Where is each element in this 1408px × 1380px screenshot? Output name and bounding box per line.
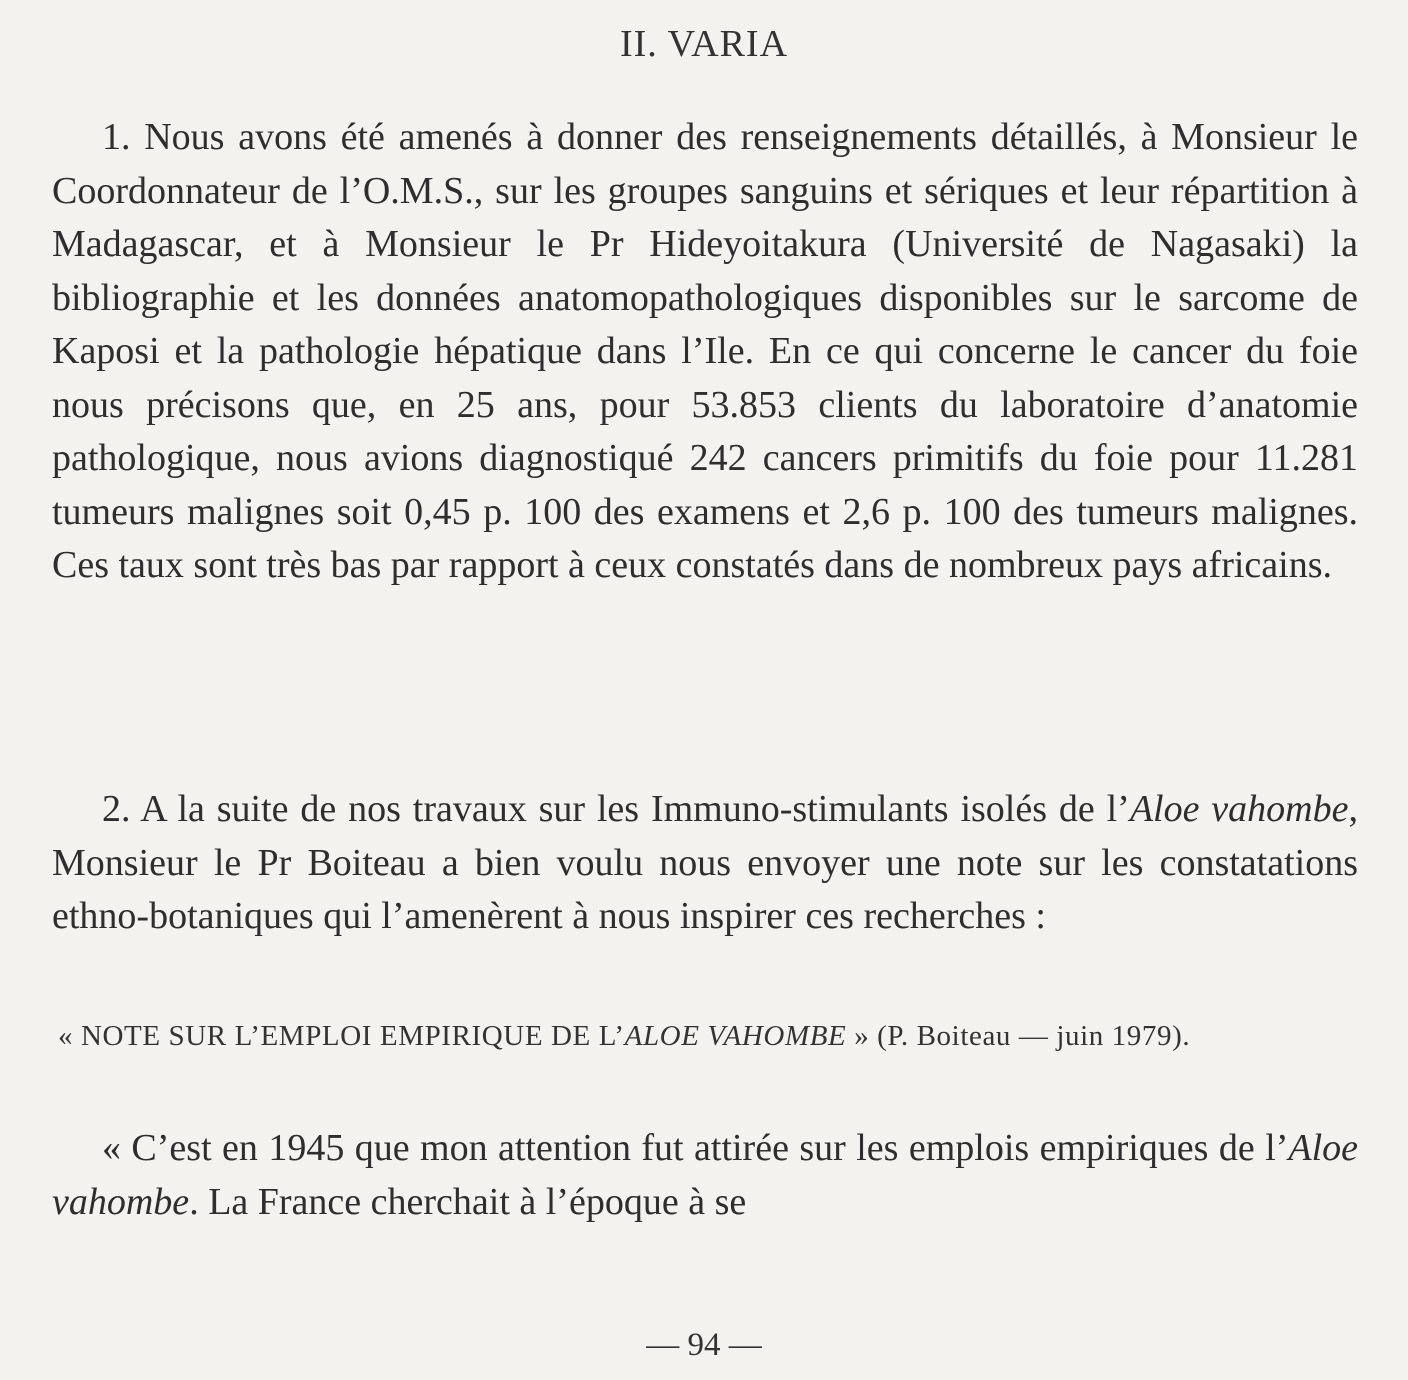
- paragraph-2: [52, 783, 1358, 944]
- paragraph-3: [52, 1122, 1358, 1229]
- paragraph-1: 1. Nous avons été amenés à donner des renseignements détaillés, à Monsieur le Coordonnateur de l’O.M.S., sur les groupes sanguins et sériques et leur répartition à Madagascar, et à Monsieur le Pr Hideyoitakura (Université de Nagasaki) la bibliographie et les données anatomopathologiques disponibles sur le sarcome de Kaposi et la pathologie hépatique dans l’Ile. En ce qui concerne le cancer du foie nous précisons que, en 25 ans, pour 53.853 clients du laboratoire d’anatomie pathologique, nous avions diagnostiqué 242 cancers primitifs du foie pour 11.281 tumeurs malignes soit 0,45 p. 100 des examens et 2,6 p. 100 des tumeurs malignes. Ces taux sont très bas par rapport à ceux constatés dans de nombreux pays africains.: [52, 116, 1358, 586]
- paragraph-2-text-end: , Monsieur le Pr Boiteau a bien voulu nous envoyer une note sur les constatations ethno-botaniques qui l’amenèrent à nous inspirer ces recherches :: [52, 788, 1358, 937]
- note-title: [58, 1016, 1358, 1056]
- note-title-start: « NOTE SUR L’EMPLOI EMPIRIQUE DE L’: [58, 1020, 625, 1052]
- paragraph-3-text-start: « C’est en 1945 que mon attention fut attirée sur les emplois empiriques de l’: [102, 1127, 1289, 1169]
- paragraph-2-text-start: 2. A la suite de nos travaux sur les Immuno-stimulants isolés de l’: [102, 788, 1130, 830]
- page-number: — 94 —: [646, 1327, 762, 1363]
- paragraph-3-text-end: . La France cherchait à l’époque à se: [189, 1180, 747, 1223]
- note-title-close: »: [846, 1020, 870, 1052]
- note-title-species: ALOE VAHOMBE: [624, 1020, 847, 1052]
- paragraph-3-species-name: Aloe vahombe: [52, 1127, 1358, 1223]
- section-heading: II. VARIA: [619, 23, 789, 65]
- paragraph-2-species-name: Aloe vahombe: [1129, 788, 1349, 830]
- note-author-date: (P. Boiteau — juin 1979).: [869, 1020, 1191, 1052]
